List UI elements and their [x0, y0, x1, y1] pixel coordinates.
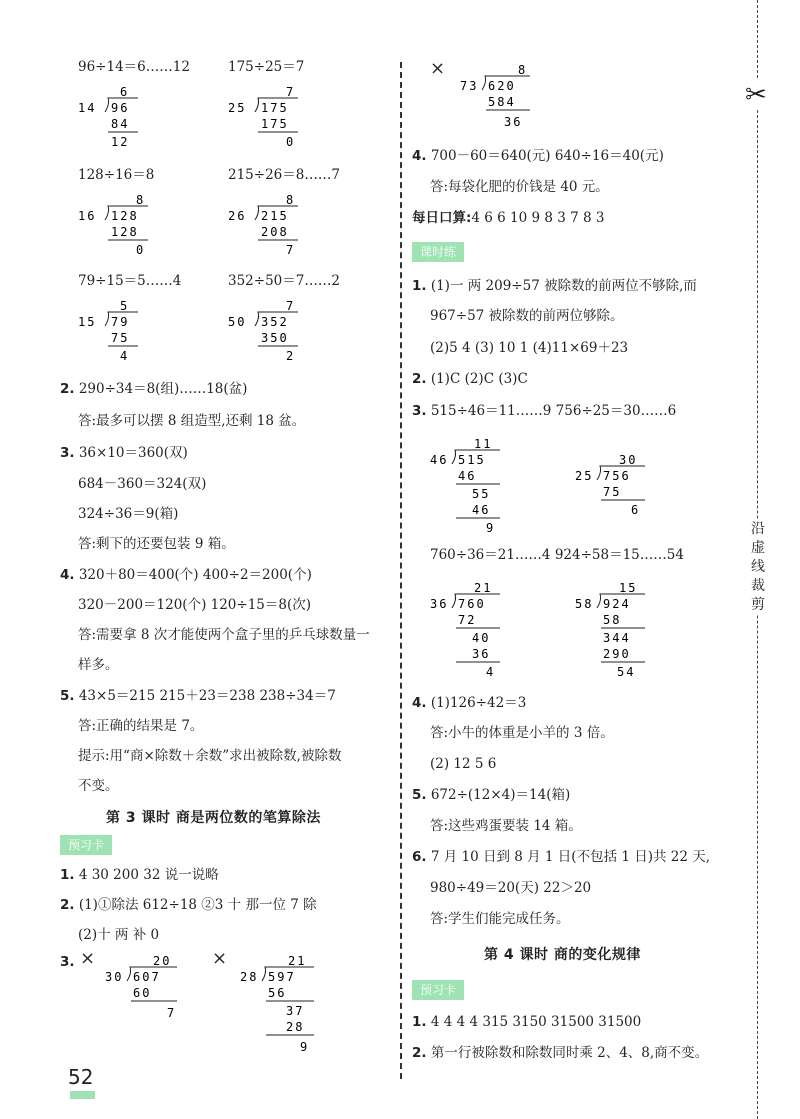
- answer-line: 答:剩下的还要包装 9 箱。: [78, 536, 235, 552]
- long-division: [228, 192, 328, 264]
- class-practice-tag: 课时练: [412, 242, 464, 262]
- svg-text:128: 128: [111, 209, 139, 223]
- svg-text:0: 0: [286, 135, 296, 149]
- answer-line: 6. 7 月 10 日到 8 月 1 日(不包括 1 日)共 22 天,: [412, 849, 711, 865]
- svg-text:58: 58: [575, 597, 594, 611]
- svg-text:75: 75: [111, 331, 130, 345]
- lesson-title: 第 4 课时 商的变化规律: [484, 947, 641, 963]
- answer-line: 5. 43×5＝215 215＋23＝238 238÷34＝7: [60, 688, 336, 704]
- cut-instruction: [749, 520, 767, 615]
- answer-line: 5. 672÷(12×4)＝14(箱): [412, 787, 571, 803]
- cut-char: 剪: [751, 597, 765, 613]
- svg-text:30: 30: [105, 970, 124, 984]
- long-division: [430, 436, 540, 542]
- svg-text:79: 79: [111, 315, 130, 329]
- svg-text:11: 11: [474, 437, 493, 451]
- page-number: 52: [68, 1065, 94, 1089]
- svg-text:54: 54: [617, 665, 636, 679]
- svg-text:55: 55: [472, 487, 491, 501]
- answer-line: 不变。: [78, 778, 119, 794]
- answer-line: 答:学生们能完成任务。: [430, 911, 570, 927]
- svg-text:46: 46: [430, 453, 449, 467]
- svg-text:175: 175: [261, 117, 289, 131]
- answer-line: 答:正确的结果是 7。: [78, 718, 204, 734]
- long-division: [78, 298, 178, 370]
- svg-text:28: 28: [286, 1020, 305, 1034]
- svg-text:46: 46: [458, 469, 477, 483]
- svg-text:584: 584: [488, 95, 516, 109]
- answer-line: 4. (1)126÷42＝3: [412, 695, 527, 711]
- svg-text:4: 4: [120, 349, 130, 363]
- answer-line: (2)5 4 (3) 10 1 (4)11×69＋23: [430, 340, 629, 356]
- scissors-icon: ✂: [745, 80, 767, 110]
- equation: 79÷15＝5……4: [78, 273, 182, 289]
- svg-text:756: 756: [603, 469, 631, 483]
- answer-line: (2) 12 5 6: [430, 756, 497, 772]
- svg-text:9: 9: [486, 521, 496, 535]
- svg-text:2: 2: [286, 349, 296, 363]
- answer-line: (2)十 两 补 0: [78, 927, 160, 943]
- svg-text:30: 30: [619, 453, 638, 467]
- svg-text:75: 75: [603, 485, 622, 499]
- svg-text:25: 25: [228, 101, 247, 115]
- wrong-mark: ×: [212, 948, 228, 969]
- svg-text:344: 344: [603, 631, 631, 645]
- wrong-mark: ×: [80, 948, 96, 969]
- svg-text:597: 597: [268, 970, 296, 984]
- long-division: [228, 298, 328, 370]
- answer-line: 684－360＝324(双): [78, 476, 207, 492]
- answer-line: 1. (1)一 两 209÷57 被除数的前两位不够除,而: [412, 278, 697, 294]
- question-number: 3.: [60, 954, 75, 970]
- long-division: [240, 953, 350, 1063]
- svg-text:352: 352: [261, 315, 289, 329]
- preview-tag: 预习卡: [412, 980, 464, 1000]
- svg-text:7: 7: [167, 1006, 177, 1020]
- answer-line: 760÷36＝21……4 924÷58＝15……54: [430, 547, 684, 563]
- cut-char: 裁: [751, 578, 765, 594]
- svg-text:36: 36: [430, 597, 449, 611]
- svg-text:15: 15: [78, 315, 97, 329]
- svg-text:46: 46: [472, 503, 491, 517]
- long-division: [575, 580, 685, 686]
- svg-text:20: 20: [153, 954, 172, 968]
- svg-text:175: 175: [261, 101, 289, 115]
- svg-text:26: 26: [228, 209, 247, 223]
- answer-line: 答:小牛的体重是小羊的 3 倍。: [430, 725, 614, 741]
- svg-text:760: 760: [458, 597, 486, 611]
- svg-text:8: 8: [286, 193, 296, 207]
- svg-text:73: 73: [460, 79, 479, 93]
- equation: 352÷50＝7……2: [228, 273, 340, 289]
- answer-line: 980÷49＝20(天) 22＞20: [430, 880, 592, 896]
- lesson-title: 第 3 课时 商是两位数的笔算除法: [106, 810, 321, 826]
- svg-text:36: 36: [472, 647, 491, 661]
- svg-text:56: 56: [268, 986, 287, 1000]
- column-divider: [400, 62, 402, 1079]
- long-division: [430, 580, 540, 686]
- svg-text:208: 208: [261, 225, 289, 239]
- answer-line: 2. (1)C (2)C (3)C: [412, 371, 528, 387]
- svg-text:924: 924: [603, 597, 631, 611]
- daily-mental-math: 每日口算:4 6 6 10 9 8 3 7 8 3: [412, 210, 605, 226]
- equation: 215÷26＝8……7: [228, 167, 340, 183]
- cut-char: 虚: [751, 540, 765, 556]
- long-division: [78, 192, 178, 264]
- dividend: 96: [111, 101, 130, 115]
- svg-text:350: 350: [261, 331, 289, 345]
- svg-text:9: 9: [300, 1040, 310, 1054]
- quotient: 6: [120, 85, 130, 99]
- svg-text:215: 215: [261, 209, 289, 223]
- svg-text:58: 58: [603, 613, 622, 627]
- svg-text:7: 7: [286, 85, 296, 99]
- long-division: [105, 953, 215, 1028]
- answer-line: 2. 第一行被除数和除数同时乘 2、4、8,商不变。: [412, 1045, 709, 1061]
- preview-tag: 预习卡: [60, 835, 112, 855]
- answer-line: 答:每袋化肥的价钱是 40 元。: [430, 179, 609, 195]
- answer-line: 4. 320＋80＝400(个) 400÷2＝200(个): [60, 567, 312, 583]
- svg-text:36: 36: [504, 115, 523, 129]
- answer-line: 答:这些鸡蛋要装 14 箱。: [430, 818, 582, 834]
- svg-text:290: 290: [603, 647, 631, 661]
- answer-line: 967÷57 被除数的前两位够除。: [430, 308, 624, 324]
- svg-text:515: 515: [458, 453, 486, 467]
- answer-line: 3. 515÷46＝11……9 756÷25＝30……6: [412, 403, 677, 419]
- equation: 175÷25＝7: [228, 59, 305, 75]
- partial: 84: [111, 117, 130, 131]
- cut-char: 沿: [751, 521, 765, 537]
- svg-text:28: 28: [240, 970, 259, 984]
- page-number-bar: [70, 1091, 95, 1099]
- answer-line: 答:需要拿 8 次才能使两个盒子里的乒乓球数量一: [78, 627, 370, 643]
- divisor: 14: [78, 101, 97, 115]
- svg-text:15: 15: [619, 581, 638, 595]
- svg-text:8: 8: [518, 63, 528, 77]
- answer-line: 2. 290÷34＝8(组)……18(盆): [60, 381, 248, 397]
- svg-text:25: 25: [575, 469, 594, 483]
- long-division: [460, 62, 560, 134]
- svg-text:8: 8: [136, 193, 146, 207]
- long-division: [228, 84, 328, 156]
- answer-line: 样多。: [78, 657, 119, 673]
- equation: 96÷14＝6……12: [78, 59, 190, 75]
- svg-text:4: 4: [486, 665, 496, 679]
- answer-line: 324÷36＝9(箱): [78, 506, 179, 522]
- long-division: [575, 452, 685, 522]
- answer-line: 320－200＝120(个) 120÷15＝8(次): [78, 597, 312, 613]
- svg-text:21: 21: [288, 954, 307, 968]
- svg-text:0: 0: [136, 243, 146, 257]
- svg-text:7: 7: [286, 299, 296, 313]
- long-division: [78, 84, 178, 156]
- remainder: 12: [111, 135, 130, 149]
- answer-line: 答:最多可以摆 8 组造型,还剩 18 盆。: [78, 413, 306, 429]
- answer-line: 3. 36×10＝360(双): [60, 445, 188, 461]
- wrong-mark: ×: [430, 58, 446, 79]
- svg-text:72: 72: [458, 613, 477, 627]
- equation: 128÷16＝8: [78, 167, 155, 183]
- svg-text:128: 128: [111, 225, 139, 239]
- svg-text:40: 40: [472, 631, 491, 645]
- answer-line: 2. (1)①除法 612÷18 ②3 十 那一位 7 除: [60, 897, 317, 913]
- svg-text:620: 620: [488, 79, 516, 93]
- answer-line: 1. 4 4 4 4 315 3150 31500 31500: [412, 1014, 642, 1030]
- answer-line: 4. 700－60＝640(元) 640÷16＝40(元): [412, 148, 664, 164]
- answer-line: 1. 4 30 200 32 说一说略: [60, 867, 219, 883]
- svg-text:607: 607: [133, 970, 161, 984]
- answer-line: 提示:用“商×除数＋余数”求出被除数,被除数: [78, 748, 342, 764]
- svg-text:7: 7: [286, 243, 296, 257]
- svg-text:60: 60: [133, 986, 152, 1000]
- svg-text:50: 50: [228, 315, 247, 329]
- svg-text:16: 16: [78, 209, 97, 223]
- svg-text:37: 37: [286, 1004, 305, 1018]
- svg-text:6: 6: [631, 503, 641, 517]
- cut-char: 线: [751, 559, 765, 575]
- svg-text:21: 21: [474, 581, 493, 595]
- svg-text:5: 5: [120, 299, 130, 313]
